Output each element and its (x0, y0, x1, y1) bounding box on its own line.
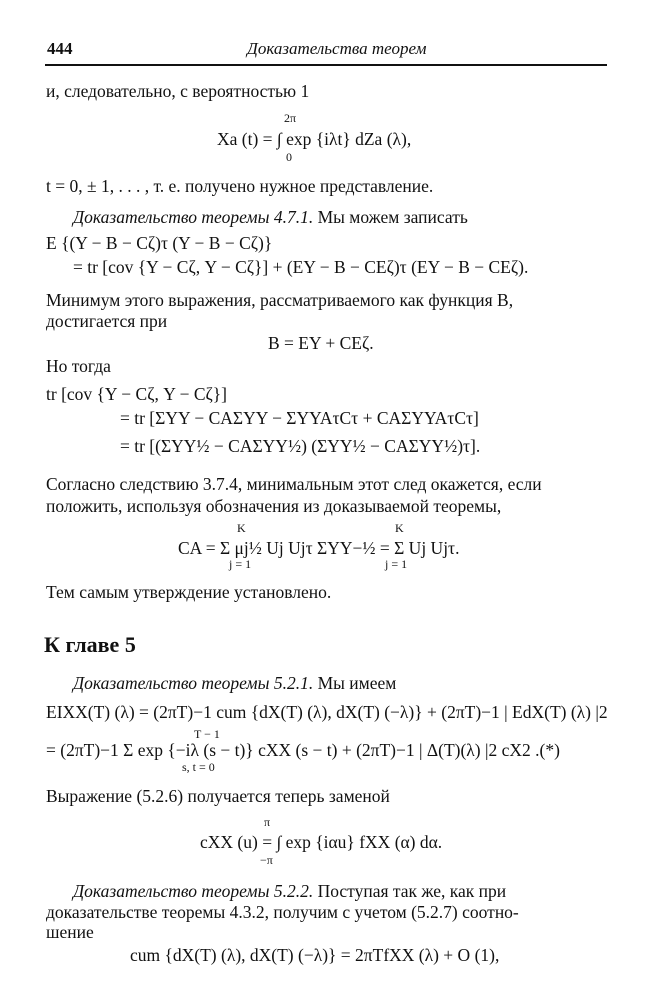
sum-lower-limit: s, t = 0 (182, 760, 215, 774)
page-number: 444 (47, 39, 73, 58)
text-line: и, следовательно, с вероятностью 1 (46, 81, 310, 101)
integral-upper-limit: π (264, 815, 271, 829)
header-rule (45, 64, 607, 66)
proof-title: Доказательство теоремы 5.2.1. (73, 673, 314, 693)
proof-heading-line (73, 672, 396, 694)
equation: = (2πT)−1 Σ exp {−iλ (s − t)} cXX (s − t) + (2πT)−1 | Δ(T)(λ) |2 cX2 .(*) (46, 740, 560, 760)
equation: tr [cov {Y − Cζ, Y − Cζ}] (46, 384, 227, 404)
equation: Xa (t) = ∫ exp {iλt} dZa (λ), (217, 129, 412, 149)
text-line: достигается при (46, 311, 168, 331)
equation: CA = Σ μj½ Uj Ujτ ΣYY−½ = Σ Uj Ujτ. (178, 538, 460, 558)
text-line: Выражение (5.2.6) получается теперь заменой (46, 786, 390, 806)
text-line: Но тогда (46, 356, 111, 376)
equation: B = EY + CEζ. (268, 333, 374, 353)
equation: = tr [ΣYY − CAΣYY − ΣYYAτCτ + CAΣYYAτCτ] (120, 408, 479, 428)
text-line: Минимум этого выражения, рассматриваемого как функция B, (46, 290, 514, 310)
proof-title: Доказательство теоремы 4.7.1. (73, 207, 314, 227)
equation: cXX (u) = ∫ exp {iαu} fXX (α) dα. (200, 832, 443, 852)
sum-upper-limit: K (395, 521, 404, 535)
equation: E {(Y − B − Cζ)τ (Y − B − Cζ)} (46, 233, 273, 253)
section-heading: К главе 5 (44, 632, 136, 657)
proof-heading-line (73, 206, 468, 228)
text-line: положить, используя обозначения из доказываемой теоремы, (46, 496, 502, 516)
proof-text: Мы можем записать (317, 207, 468, 227)
text-line: шение (46, 922, 94, 942)
text-line: Тем самым утверждение установлено. (46, 582, 332, 602)
equation: cum {dX(T) (λ), dX(T) (−λ)} = 2πTfXX (λ) + O (1), (130, 945, 500, 965)
sum-lower-limit: j = 1 (385, 557, 408, 571)
text-line: t = 0, ± 1, . . . , т. е. получено нужное представление. (46, 176, 434, 196)
proof-title: Доказательство теоремы 5.2.2. (73, 881, 314, 901)
sum-lower-limit: j = 1 (229, 557, 252, 571)
sum-upper-limit: T − 1 (194, 727, 220, 741)
text-line: доказательстве теоремы 4.3.2, получим с учетом (5.2.7) соотно- (46, 902, 519, 922)
proof-text: Мы имеем (317, 673, 397, 693)
text-line: Согласно следствию 3.7.4, минимальным этот след окажется, если (46, 474, 542, 494)
proof-heading-line (73, 880, 506, 902)
running-title: Доказательства теорем (247, 39, 427, 58)
integral-upper-limit: 2π (284, 111, 297, 125)
integral-lower-limit: −π (260, 853, 273, 867)
equation: EIXX(T) (λ) = (2πT)−1 cum {dX(T) (λ), dX(T) (−λ)} + (2πT)−1 | EdX(T) (λ) |2 (46, 702, 608, 722)
integral-lower-limit: 0 (286, 150, 292, 164)
equation: = tr [cov {Y − Cζ, Y − Cζ}] + (EY − B − CEζ)τ (EY − B − CEζ). (73, 257, 529, 277)
equation: = tr [(ΣYY½ − CAΣYY½) (ΣYY½ − CAΣYY½)τ]. (120, 436, 481, 456)
sum-upper-limit: K (237, 521, 246, 535)
proof-text: Поступая так же, как при (317, 881, 507, 901)
